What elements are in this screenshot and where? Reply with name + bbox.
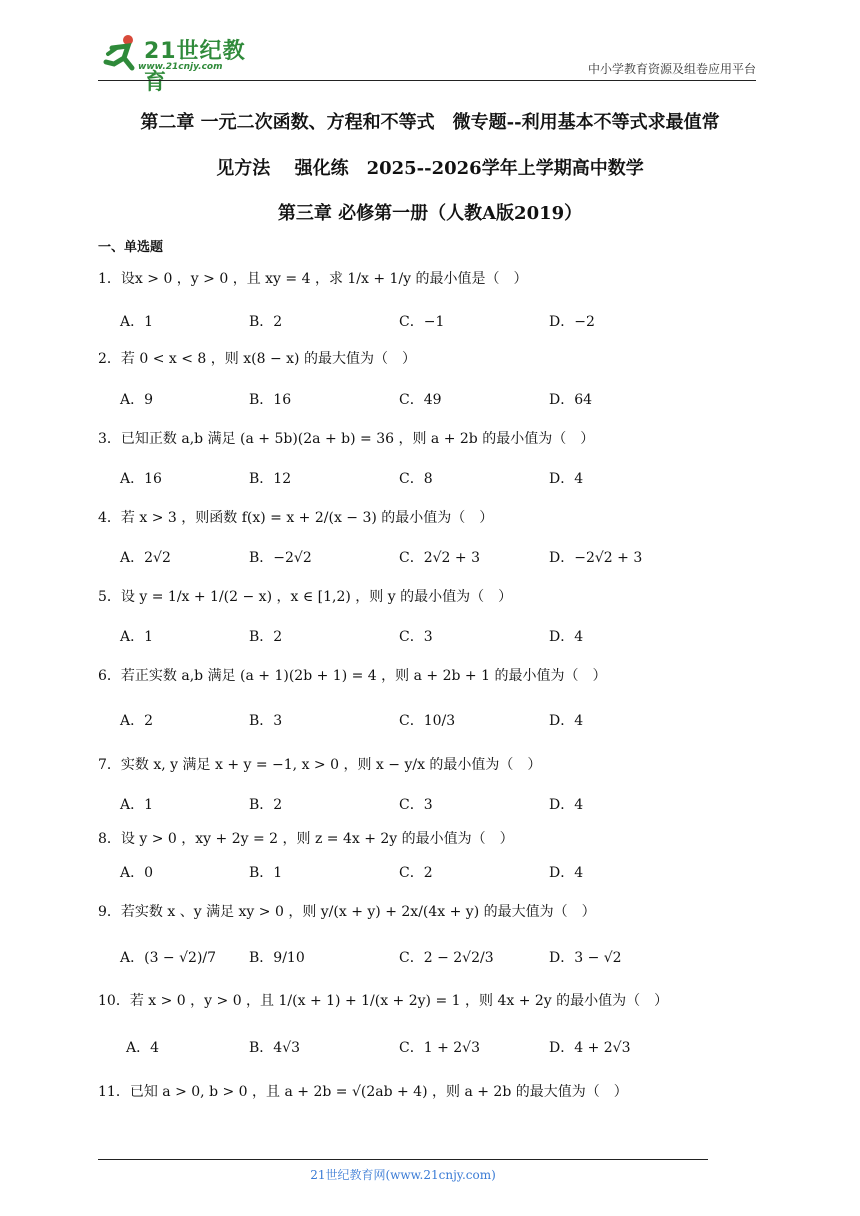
question-text: 已知正数 a,b 满足 (a + 5b)(2a + b) = 36 ，则 a + 2b 的最小值为（ ） — [120, 431, 595, 447]
option-c: C．3 — [399, 797, 433, 813]
option-c: C．2 − 2√2/3 — [399, 950, 494, 966]
option-c: C．8 — [399, 471, 433, 487]
option-b: B．16 — [249, 392, 292, 408]
question-number: 10． — [98, 993, 130, 1009]
question-number: 9． — [98, 904, 121, 920]
question-number: 11． — [98, 1084, 130, 1100]
question-text: 设 y = 1/x + 1/(2 − x) ，x ∈ [1,2) ，则 y 的最小值为（ ） — [120, 589, 513, 605]
runner-logo-icon — [98, 32, 142, 76]
footer-text: 21世纪教育网(www.21cnjy.com) — [310, 1168, 496, 1182]
question-10 — [98, 990, 668, 1010]
option-c: C．10/3 — [399, 713, 456, 729]
logo — [98, 32, 268, 95]
header-divider — [98, 80, 756, 81]
question-text: 实数 x, y 满足 x + y = −1, x > 0 ，则 x − y/x 的最小值为（ ） — [120, 757, 542, 773]
option-a: A．0 — [120, 865, 154, 881]
section-title: 一、单选题 — [98, 240, 164, 255]
title-line-2: 见方法 强化练 2025--2026学年上学期高中数学 — [216, 158, 644, 179]
question-number: 6． — [98, 668, 121, 684]
option-b: B．9/10 — [249, 950, 305, 966]
option-a: A．16 — [120, 471, 162, 487]
question-number: 2． — [98, 351, 121, 367]
question-5 — [98, 586, 512, 606]
question-11 — [98, 1081, 628, 1101]
option-b: B．2 — [249, 314, 283, 330]
question-8 — [98, 828, 514, 848]
option-a: A．1 — [120, 314, 154, 330]
page-header — [98, 28, 756, 95]
title-line-1: 第二章 一元二次函数、方程和不等式 微专题--利用基本不等式求最值常 — [140, 112, 720, 133]
option-d: D．4 — [549, 797, 584, 813]
question-text: 若正实数 a,b 满足 (a + 1)(2b + 1) = 4 ，则 a + 2b + 1 的最小值为（ ） — [120, 668, 607, 684]
question-1 — [98, 268, 528, 288]
option-d: D．4 — [549, 865, 584, 881]
question-number: 8． — [98, 831, 121, 847]
option-d: D．3 − √2 — [549, 950, 622, 966]
option-a: A．1 — [120, 797, 154, 813]
option-a: A．9 — [120, 392, 154, 408]
option-a: A．4 — [126, 1040, 160, 1056]
platform-slogan: 中小学教育资源及组卷应用平台 — [587, 62, 756, 76]
question-3 — [98, 428, 594, 448]
option-c: C．49 — [399, 392, 442, 408]
footer-divider — [98, 1159, 708, 1160]
option-a: A．2 — [120, 713, 154, 729]
question-6 — [98, 665, 606, 685]
option-b: B．1 — [249, 865, 283, 881]
option-a: A．(3 − √2)/7 — [120, 950, 217, 966]
question-number: 7． — [98, 757, 121, 773]
option-a: A．1 — [120, 629, 154, 645]
option-d: D．64 — [549, 392, 593, 408]
question-text: 若实数 x 、y 满足 xy > 0 ，则 y/(x + y) + 2x/(4x + y) 的最大值为（ ） — [120, 904, 596, 920]
question-4 — [98, 507, 493, 527]
option-c: C．2√2 + 3 — [399, 550, 480, 566]
option-d: D．4 — [549, 713, 584, 729]
option-d: D．4 + 2√3 — [549, 1040, 631, 1056]
option-b: B．2 — [249, 629, 283, 645]
option-b: B．−2√2 — [249, 550, 312, 566]
question-9 — [98, 901, 596, 921]
question-number: 1． — [98, 271, 121, 287]
option-d: D．−2 — [549, 314, 595, 330]
logo-url: www.21cnjy.com — [138, 62, 223, 72]
question-text: 若 x > 3 ，则函数 f(x) = x + 2/(x − 3) 的最小值为（ ） — [120, 510, 494, 526]
option-a: A．2√2 — [120, 550, 171, 566]
question-text: 已知 a > 0, b > 0 ，且 a + 2b = √(2ab + 4) ，则 a + 2b 的最大值为（ ） — [129, 1084, 628, 1100]
question-number: 5． — [98, 589, 121, 605]
title-line-3: 第三章 必修第一册（人教A版2019） — [277, 203, 583, 224]
option-b: B．4√3 — [249, 1040, 301, 1056]
option-d: D．4 — [549, 471, 584, 487]
option-d: D．−2√2 + 3 — [549, 550, 643, 566]
option-c: C．−1 — [399, 314, 445, 330]
option-b: B．2 — [249, 797, 283, 813]
option-d: D．4 — [549, 629, 584, 645]
option-c: C．2 — [399, 865, 433, 881]
option-c: C．1 + 2√3 — [399, 1040, 480, 1056]
question-7 — [98, 754, 541, 774]
question-number: 3． — [98, 431, 121, 447]
option-b: B．3 — [249, 713, 283, 729]
question-text: 设 y > 0 ，xy + 2y = 2 ，则 z = 4x + 2y 的最小值为（ ） — [120, 831, 514, 847]
question-2 — [98, 348, 416, 368]
question-number: 4． — [98, 510, 121, 526]
question-text: 设x > 0 ，y > 0 ，且 xy = 4 ，求 1/x + 1/y 的最小值是（ ） — [120, 271, 528, 287]
question-text: 若 0 < x < 8 ，则 x(8 − x) 的最大值为（ ） — [120, 351, 416, 367]
option-c: C．3 — [399, 629, 433, 645]
question-text: 若 x > 0 ，y > 0 ，且 1/(x + 1) + 1/(x + 2y) = 1 ，则 4x + 2y 的最小值为（ ） — [129, 993, 669, 1009]
logo-text: 21世纪教育 — [144, 39, 246, 95]
option-b: B．12 — [249, 471, 292, 487]
